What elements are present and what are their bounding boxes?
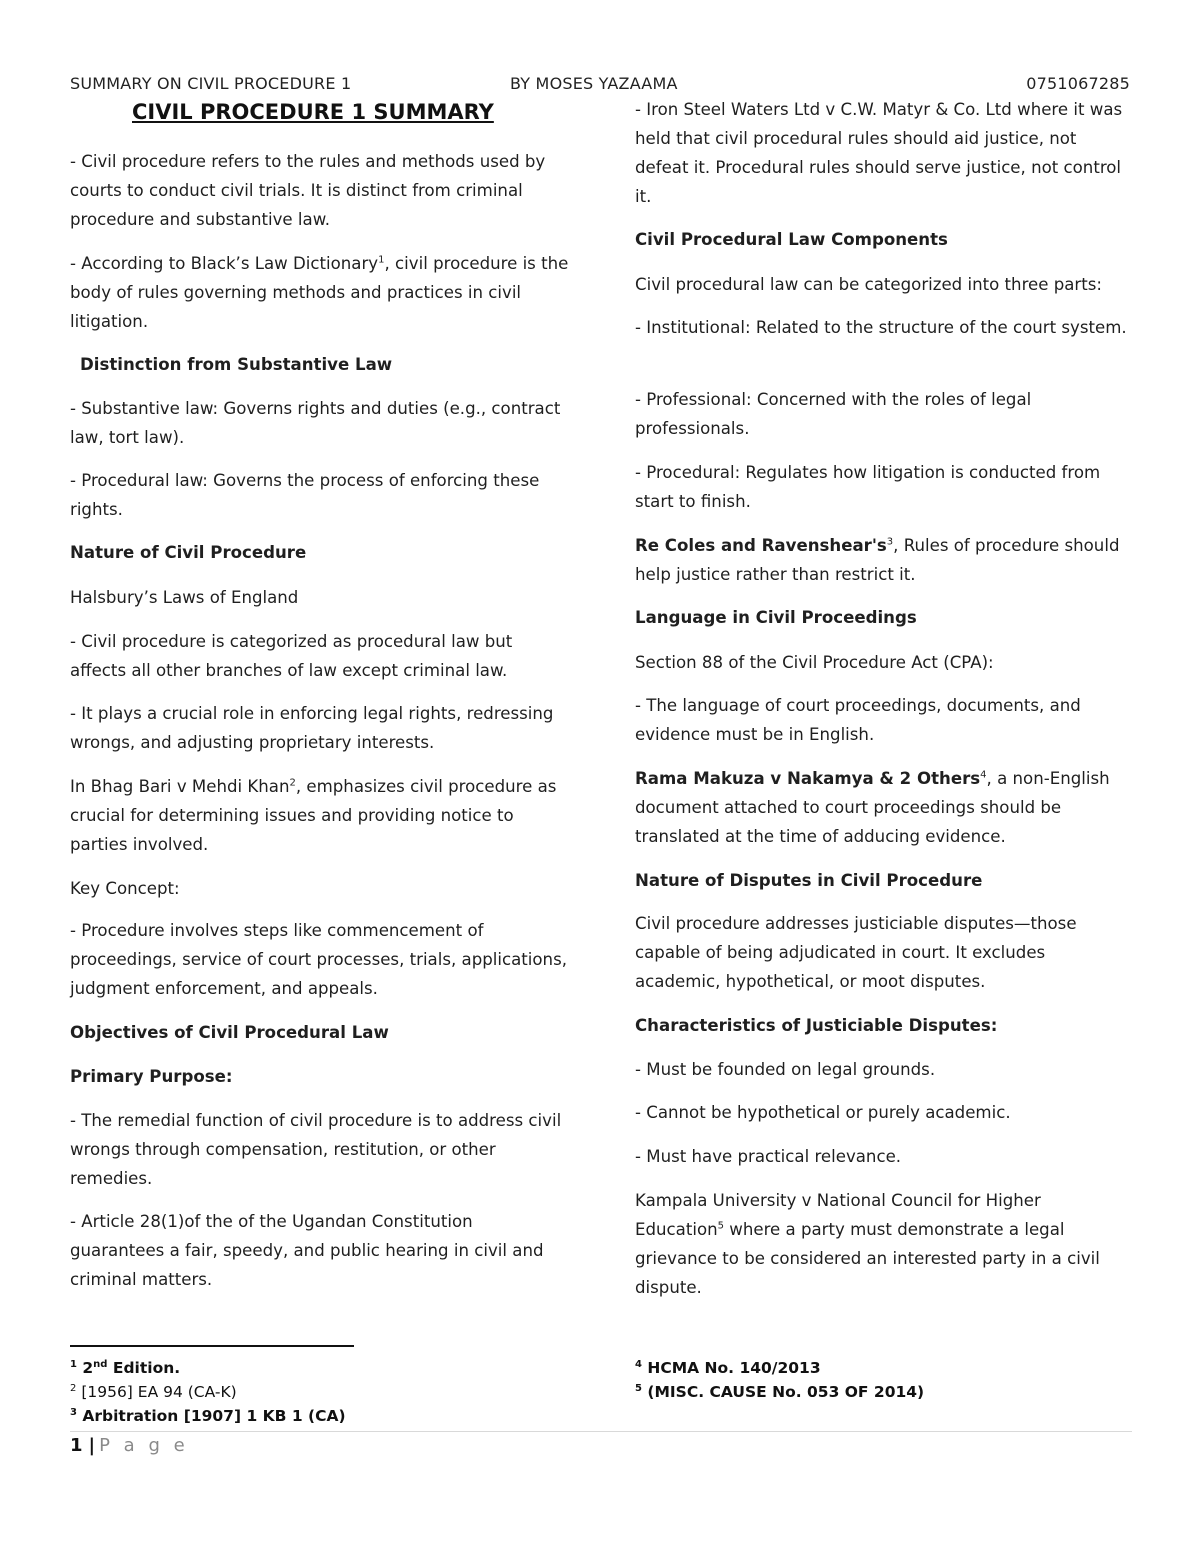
- paragraph-procedural: - Procedural: Regulates how litigation is conducted from start to finish.: [635, 463, 1101, 511]
- paragraph-article-28: - Article 28(1)of the of the Ugandan Constitution guarantees a fair, speedy, and public hearing in civil and criminal matters.: [70, 1212, 544, 1289]
- footnote-ref-2: 2: [289, 777, 296, 789]
- footnote-4: [635, 1356, 821, 1380]
- case-name: Rama Makuza v Nakamya & 2 Others: [635, 769, 981, 788]
- footnote-number: 4: [635, 1358, 642, 1370]
- text-part: - According to Black’s Law Dictionary: [70, 254, 379, 273]
- footnote-number: 2: [70, 1382, 77, 1394]
- footnote-1: [70, 1356, 180, 1380]
- text-part: [1956] EA 94 (CA-K): [81, 1383, 237, 1401]
- list-item-practical: - Must have practical relevance.: [635, 1147, 902, 1166]
- header-author: BY MOSES YAZAAMA: [510, 74, 678, 93]
- footer-separator: |: [88, 1435, 96, 1456]
- footnote-divider: [70, 1345, 354, 1347]
- text-part: 2: [82, 1359, 94, 1377]
- text-part: , civil procedure is the body of rules governing methods and practices in civil litigation.: [70, 254, 569, 331]
- heading-characteristics: Characteristics of Justiciable Disputes:: [635, 1016, 998, 1035]
- paragraph-crucial-role: - It plays a crucial role in enforcing legal rights, redressing wrongs, and adjusting proprietary interests.: [70, 704, 554, 752]
- text-part: Arbitration [1907] 1 KB 1 (CA): [82, 1407, 346, 1425]
- footnote-3: [70, 1404, 346, 1428]
- header-document-title: SUMMARY ON CIVIL PROCEDURE 1: [70, 74, 352, 93]
- footnote-number: 5: [635, 1382, 642, 1394]
- footnote-ref-1: 1: [378, 254, 385, 266]
- paragraph-three-parts: Civil procedural law can be categorized into three parts:: [635, 275, 1102, 294]
- paragraph-remedial-function: - The remedial function of civil procedure is to address civil wrongs through compensation, restitution, or other remedies.: [70, 1111, 562, 1188]
- text-part: Edition.: [107, 1359, 181, 1377]
- list-item-legal-grounds: - Must be founded on legal grounds.: [635, 1060, 936, 1079]
- footer-divider: [70, 1431, 1132, 1432]
- paragraph-blacks-law: [70, 249, 570, 336]
- footnote-2: [70, 1380, 237, 1404]
- text-part: In Bhag Bari v Mehdi Khan: [70, 777, 290, 796]
- paragraph-procedure-steps: - Procedure involves steps like commencement of proceedings, service of court processes, trials, applications, judgment enforcement, and appeals.: [70, 921, 567, 998]
- heading-disputes: Nature of Disputes in Civil Procedure: [635, 871, 983, 890]
- paragraph-definition: - Civil procedure refers to the rules and methods used by courts to conduct civil trials. It is distinct from criminal procedure and substantive law.: [70, 152, 546, 229]
- paragraph-institutional: - Institutional: Related to the structure of the court system.: [635, 318, 1127, 337]
- paragraph-rama-makuza: [635, 764, 1135, 851]
- text-part: HCMA No. 140/2013: [647, 1359, 821, 1377]
- footnote-5: [635, 1380, 924, 1404]
- heading-nature: Nature of Civil Procedure: [70, 543, 307, 562]
- paragraph-kampala-university: [635, 1186, 1135, 1302]
- text-part: , a non-English document attached to court proceedings should be translated at the time of adducing evidence.: [635, 769, 1110, 846]
- paragraph-justiciable: Civil procedure addresses justiciable disputes—those capable of being adjudicated in court. It excludes academic, hypothetical, or moot disputes.: [635, 914, 1077, 991]
- paragraph-key-concept: Key Concept:: [70, 879, 180, 898]
- paragraph-section-88: Section 88 of the Civil Procedure Act (CPA):: [635, 653, 994, 672]
- footnote-number: 3: [70, 1406, 77, 1418]
- header-phone: 0751067285: [1026, 74, 1130, 93]
- text-part: Kampala University v National Council for Higher Education: [635, 1191, 1041, 1239]
- page-label: P a g e: [99, 1435, 189, 1456]
- paragraph-substantive-law: - Substantive law: Governs rights and duties (e.g., contract law, tort law).: [70, 399, 561, 447]
- paragraph-halsbury: Halsbury’s Laws of England: [70, 588, 299, 607]
- heading-language: Language in Civil Proceedings: [635, 608, 917, 627]
- text-part: , emphasizes civil procedure as crucial for determining issues and providing notice to parties involved.: [70, 777, 557, 854]
- paragraph-re-coles: [635, 531, 1135, 589]
- paragraph-bhag-bari: [70, 772, 570, 859]
- heading-primary-purpose: Primary Purpose:: [70, 1067, 233, 1086]
- paragraph-iron-steel: - Iron Steel Waters Ltd v C.W. Matyr & Co. Ltd where it was held that civil procedural rules should aid justice, not defeat it. Procedural rules should serve justice, not control it.: [635, 100, 1123, 206]
- footnote-ref-3: 3: [886, 536, 894, 548]
- text-part: (MISC. CAUSE No. 053 OF 2014): [647, 1383, 925, 1401]
- paragraph-procedural-law: - Procedural law: Governs the process of enforcing these rights.: [70, 471, 540, 519]
- heading-components: Civil Procedural Law Components: [635, 230, 948, 249]
- text-part: , Rules of procedure should help justice rather than restrict it.: [635, 536, 1120, 584]
- paragraph-english: - The language of court proceedings, documents, and evidence must be in English.: [635, 696, 1081, 744]
- paragraph-professional: - Professional: Concerned with the roles of legal professionals.: [635, 390, 1032, 438]
- page-footer: [70, 1434, 189, 1458]
- page-number: 1: [70, 1435, 83, 1456]
- footnote-number: 1: [70, 1358, 77, 1370]
- heading-distinction: Distinction from Substantive Law: [80, 355, 393, 374]
- text-part: where a party must demonstrate a legal grievance to be considered an interested party in a civil dispute.: [635, 1220, 1100, 1297]
- list-item-not-hypothetical: - Cannot be hypothetical or purely academic.: [635, 1103, 1011, 1122]
- page-title: CIVIL PROCEDURE 1 SUMMARY: [132, 100, 494, 124]
- ordinal-suffix: nd: [93, 1358, 108, 1370]
- heading-objectives: Objectives of Civil Procedural Law: [70, 1023, 389, 1042]
- footnote-ref-5: 5: [717, 1220, 724, 1232]
- paragraph-categorized: - Civil procedure is categorized as procedural law but affects all other branches of law except criminal law.: [70, 632, 513, 680]
- footnote-ref-4: 4: [980, 769, 987, 781]
- case-name: Re Coles and Ravenshear's: [635, 536, 887, 555]
